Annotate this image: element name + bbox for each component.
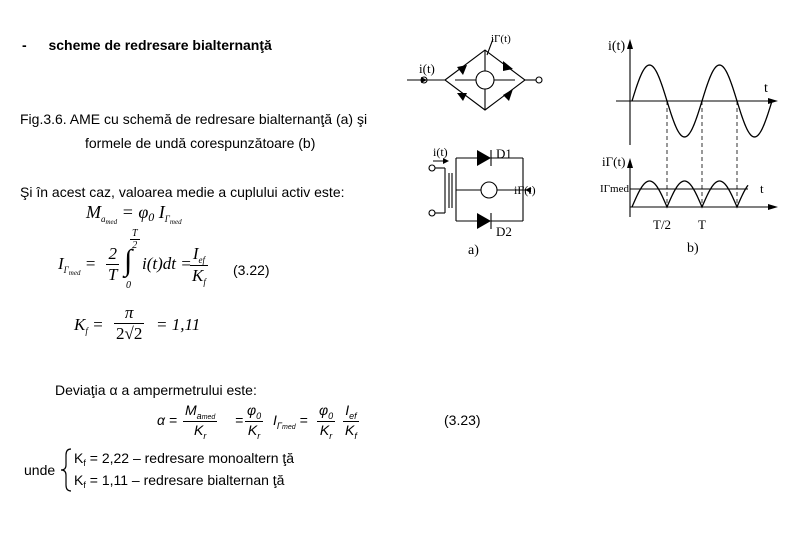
equation-number-323: (3.23) (444, 412, 481, 428)
intro-text: Şi în acest caz, valoarea medie a cuplului activ este: (20, 184, 345, 200)
projection-lines (667, 101, 737, 207)
top-xlabel: t (764, 81, 768, 96)
left-brace-icon (60, 448, 74, 492)
bridge-current-label: i(t) (419, 61, 435, 76)
bottom-ylabel: iΓ(t) (602, 154, 626, 169)
tick-half-period: T/2 (653, 217, 672, 232)
waveform-diagram (596, 35, 786, 260)
bridge-rectifier (421, 39, 542, 110)
transformer-meter-label: iΓ(t) (514, 183, 536, 197)
label-a: a) (468, 243, 479, 258)
equation-number-322: (3.22) (233, 262, 270, 278)
bottom-y-arrow (627, 158, 633, 168)
bottom-xlabel: t (760, 181, 764, 196)
formula-deviation: α = $M_{amed}$ $K_r$ = $\frac{\varphi_0}{K_r}$ $I_{\Gamma med}$ = $\frac{\varphi_0}{K_r}$ $I_{ef}$ $K_f$ (157, 402, 357, 441)
heading-dash: - (22, 37, 27, 53)
kf-value: = 1,11 (156, 315, 201, 334)
mean-label: IΓmed (600, 183, 629, 195)
top-axes (616, 44, 774, 145)
transformer-current-label: i(t) (433, 145, 448, 159)
deviation-intro: Deviaţia α a ampermetrului este: (55, 382, 257, 398)
top-y-arrow (627, 39, 633, 49)
diode2-label: D2 (496, 224, 512, 239)
unde-case2: $K_f = 1,11$ – redresare bialternan ţă (74, 472, 285, 490)
unde-label: unde (24, 462, 56, 478)
bottom-x-arrow (768, 204, 778, 210)
unde-case1: $K_f = 2,22$ – redresare monoaltern ţă (74, 450, 295, 468)
section-heading (22, 37, 272, 53)
rectified-wave (632, 181, 748, 207)
formula-mean-torque: $M_{amed} = \varphi 0$ $I_{\Gamma med}$ (86, 202, 182, 226)
top-ylabel: i(t) (608, 39, 626, 54)
heading-text: scheme de redresare bialternanţă (48, 37, 272, 53)
circuit-diagram (405, 25, 555, 265)
figure-caption-line2: formele de undă corespunzătoare (b) (85, 135, 316, 151)
tick-full-period: T (698, 217, 706, 232)
bridge-meter-label: iΓ(t) (491, 33, 511, 45)
figure-caption-line1: Fig.3.6. AME cu schemă de redresare bialternanţă (a) şi (20, 111, 368, 127)
top-x-arrow (768, 98, 778, 104)
diode1-label: D1 (496, 146, 512, 161)
label-b: b) (687, 241, 699, 256)
